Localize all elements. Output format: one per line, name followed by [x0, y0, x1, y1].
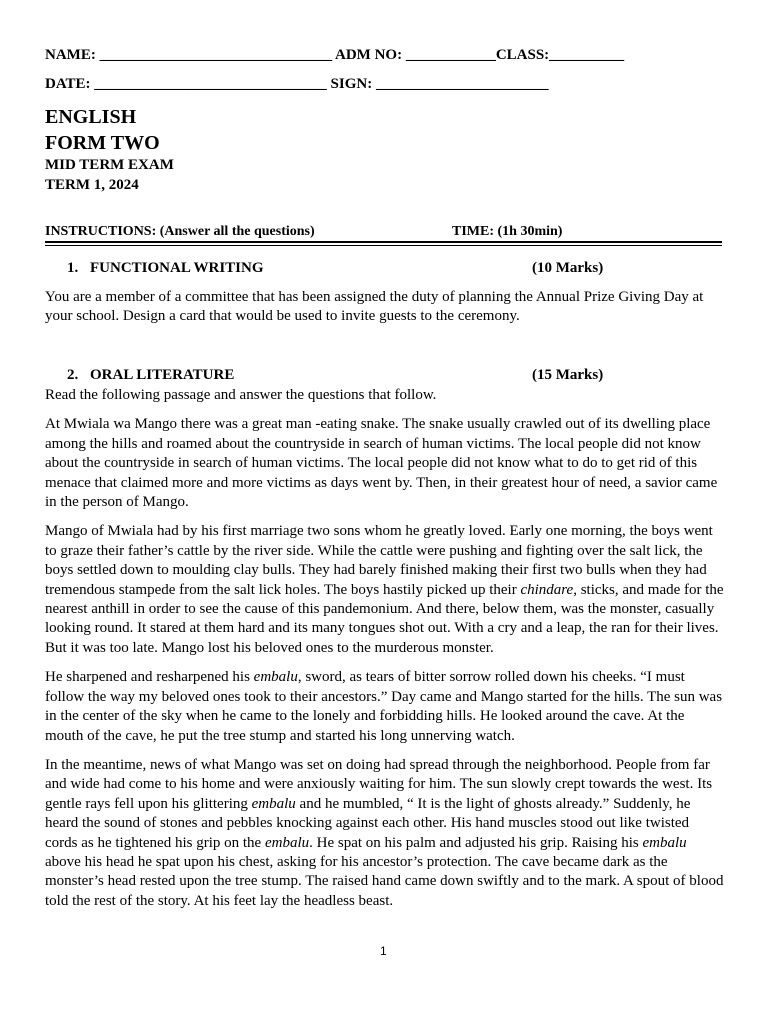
passage-paragraph-3: He sharpened and resharpened his embalu, sword, as tears of bitter sorrow rolled down his cheeks. “I must follow the way my beloved ones took to their ancestors.” Day came and Mango started for the hills. The sun was in the center of the sky when he came to the lonely and forbidding hills. He looked around the cave. At the mouth of the cave, he put the tree stump and started his long unnerving watch. — [45, 669, 723, 744]
page-number: 1 — [380, 944, 387, 958]
passage-paragraph-1: At Mwiala wa Mango there was a great man -eating snake. The snake usually crawled out of its dwelling place among the hills and roamed about the countryside in search of human victims. The local people did not know about the countryside in search of human victims. The local people did not know what to do to get rid of this menace that claimed more and more victims as days went by. Then, in their greatest hour of need, a savior came in the person of Mango. — [45, 416, 718, 511]
passage-paragraph-4: In the meantime, news of what Mango was set on doing had spread through the neighborhood. People from far and wide had come to his home and were anxiously waiting for him. The sun slowly crept towards the west. Its gentle rays fell upon his glittering embalu and he mumbled, “ It is the light of ghosts already.” Suddenly, he heard the sound of stones and pebbles knocking against each other. His hand muscles stood out like twisted cords as he tightened his grip on the embalu. He spat on his palm and adjusted his grip. Raising his embalu above his head he spat upon his chest, asking for his ancestor’s protection. The cave became dark as the monster’s head rested upon the tree stump. The raised hand came down swiftly and to the mark. A spout of blood told the rest of the story. At his feet lay the headless beast. — [45, 756, 724, 909]
divider-rule-bottom — [45, 245, 722, 246]
passage-paragraph-2: Mango of Mwiala had by his first marriage two sons whom he greatly loved. Early one morning, the boys went to graze their father’s cattle by the river side. While the cattle were pushing and fighting over the salt lick, the boys settled down to moulding clay bulls. They had barely finished making their first two bulls when they had tremendous stampede from the salt lick holes. The boys hastily picked up their chindare, sticks, and made for the nearest anthill in order to see the cause of this pandemonium. And there, below them, was the monster, casually looking round. It stared at them hard and its many tongues shot out. With a cry and a leap, the ran for their lives. But it was too late. Mango lost his beloved ones to the murderous monster. — [45, 523, 724, 656]
date-sign-line: DATE: _______________________________ SIGN: _______________________ — [45, 76, 549, 92]
section1-number: 1. — [67, 260, 79, 276]
instructions: INSTRUCTIONS: (Answer all the questions) — [45, 224, 315, 239]
section2-title: ORAL LITERATURE — [90, 367, 235, 383]
subject-title: ENGLISH — [45, 106, 137, 128]
name-adm-class-line: NAME: _______________________________ ADM NO: ____________CLASS:__________ — [45, 47, 625, 63]
passage-intro: Read the following passage and answer the questions that follow. — [45, 387, 437, 403]
section1-marks: (10 Marks) — [532, 260, 604, 276]
section2-number: 2. — [67, 367, 79, 383]
form-title: FORM TWO — [45, 132, 160, 154]
exam-title: MID TERM EXAM — [45, 157, 174, 173]
time-allowed: TIME: (1h 30min) — [452, 224, 563, 239]
section1-title: FUNCTIONAL WRITING — [90, 260, 264, 276]
passage — [45, 386, 725, 921]
section2-marks: (15 Marks) — [532, 367, 604, 383]
section1-body: You are a member of a committee that has been assigned the duty of planning the Annual Prize Giving Day at your school. Design a card that would be used to invite guests to the ceremony. — [45, 289, 704, 325]
divider-rule-top — [45, 241, 722, 243]
term-title: TERM 1, 2024 — [45, 177, 139, 193]
